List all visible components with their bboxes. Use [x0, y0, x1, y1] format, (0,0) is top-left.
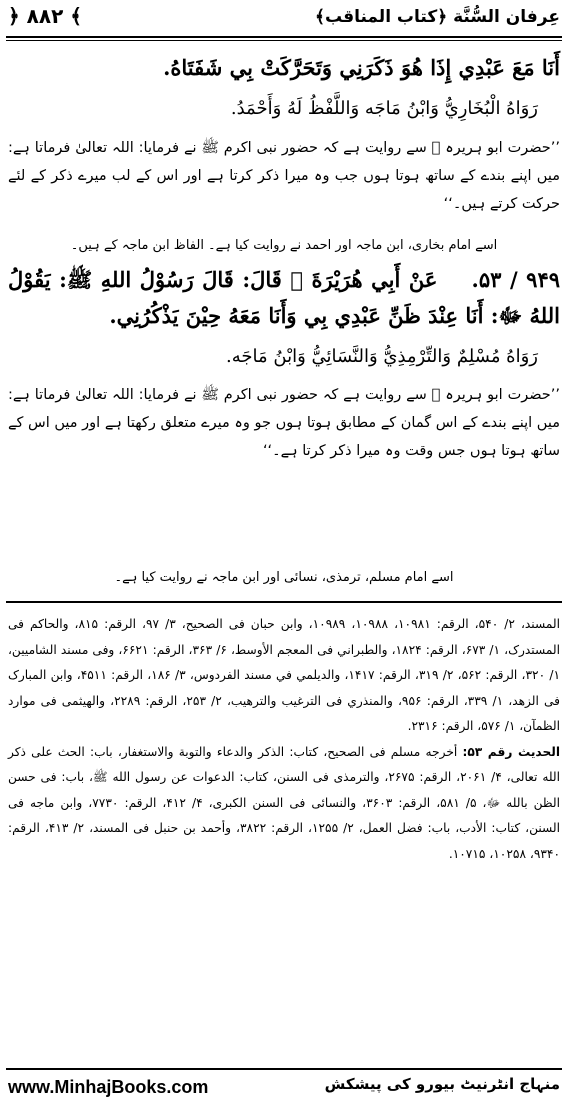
header-rule — [6, 36, 562, 38]
page-footer — [8, 1075, 560, 1101]
website-link[interactable]: www.MinhajBooks.com — [8, 1077, 209, 1097]
header-rule-thin — [6, 40, 562, 41]
hadith-949 — [8, 262, 560, 334]
hadith-number: ۹۴۹ / ۵۳. — [471, 267, 561, 292]
reference-paragraph: المسند، ۲/ ۵۴۰، الرقم: ۱۰۹۸۱، ۱۰۹۸۸، ۱۰۹۸۹، وابن حبان فی الصحیح، ۳/ ۹۷، الرقم: ۸۱۵، والحاکم فی المستدرک، ۱/ ۶۷۳، الرقم: ۱۸۲۴، والطبراني فی المعجم الأوسط، ۶/ ۳۶۳، الرقم: ۶۶۲۱، وفی مسند الشامیین، ۱/ ۳۲۰، الرقم: ۵۶۲، ۲/ ۳۱۹، الرقم: ۱۴۱۷، والدیلمي في مسند الفردوس، ۳/ ۱۸۶، الرقم: ۴۵۱۱، وابن المبارک فی الزهد، ۱/ ۳۳۹، الرقم: ۹۵۶، والمنذري فی الترغیب والترهیب، ۲/ ۲۵۳، الرقم: ۲۲۸۹، والهیثمی فی موارد الظمآن، ۱/ ۵۷۶، الرقم: ۲۳۱۶. — [8, 617, 561, 733]
urdu-translation: ’’حضرت ابو ہریرہ ﷛ سے روایت ہے کہ حضور نبی اکرم ﷺ نے فرمایا: اللہ تعالیٰ فرماتا ہے: میں اپنے بندے کے اس گمان کے مطابق ہوتا ہوں جو وہ میرے متعلق رکھتا ہے اور میں اس کے ساتھ ہوتا ہوں جس وقت وہ میرا ذکر کرتا ہے۔‘‘ — [8, 387, 560, 459]
references — [8, 612, 560, 867]
publisher-credit: منہاج انٹرنیٹ بیورو کی پیشکش — [324, 1075, 560, 1093]
page-header — [8, 4, 560, 34]
arabic-hadith-line: أَنَا مَعَ عَبْدِي إِذَا هُوَ ذَكَرَنِي وَتَحَرَّكَتْ بِي شَفَتَاهُ. — [163, 55, 560, 80]
urdu-narration: اسے امام بخاری، ابن ماجہ اور احمد نے روایت کیا ہے۔ الفاظ ابن ماجہ کے ہیں۔ — [70, 238, 498, 253]
reference-label: الحدیث رقم ۵۳: — [462, 744, 560, 759]
urdu-narration: اسے امام مسلم، ترمذی، نسائی اور ابن ماجہ نے روایت کیا ہے۔ — [114, 570, 454, 585]
urdu-translation: ’’حضرت ابو ہریرہ ﷛ سے روایت ہے کہ حضور نبی اکرم ﷺ نے فرمایا: اللہ تعالیٰ فرماتا ہے: میں اپنے بندے کے ساتھ ہوتا ہوں جب وہ میرا ذکر کرتا ہے اور اس کے لب میرے ذکر کے لئے حرکت کرتے ہیں۔‘‘ — [8, 140, 560, 212]
hadith-arabic-text: عَنْ أَبِي هُرَيْرَةَ ﷛ قَالَ: قَالَ رَسُوْلُ اللهِ ﷺ: يَقُوْلُ اللهُ ﷻ: أَنَا عِنْدَ ظَنِّ عَبْدِي بِي وَأَنَا مَعَهُ حِيْنَ يَذْكُرُنِي. — [8, 267, 560, 328]
reference-paragraph-2 — [8, 740, 560, 868]
reference-text: أخرجه مسلم فی الصحیح، کتاب: الذکر والدعاء والتوبة والاستغفار، باب: الحث علی ذکر الله تعالی، ۴/ ۲۰۶۱، الرقم: ۲۶۷۵، والترمذی فی السنن، کتاب: الدعوات عن رسول الله ﷺ، باب: فی حسن الظن بالله ﷻ، ۵/ ۵۸۱، الرقم: ۳۶۰۳، والنسائی فی السنن الکبری، ۴/ ۴۱۲، الرقم: ۷۷۳۰، وابن ماجه فی السنن، کتاب: الأدب، باب: فضل العمل، ۲/ ۱۲۵۵، الرقم: ۳۸۲۲، وأحمد بن حنبل فی المسند، ۲/ ۴۱۳، الرقم: ۹۳۴۰، ۱۰۲۵۸، ۱۰۷۱۵. — [8, 744, 561, 861]
arabic-narration: رَوَاهُ مُسْلِمٌ وَالتِّرْمِذِيُّ وَالنَّسَائِيُّ وَابْنُ مَاجَه. — [226, 346, 538, 367]
arabic-narration: رَوَاهُ الْبُخَارِيُّ وَابْنُ مَاجَه وَاللَّفْظُ لَهُ وَأَحْمَدُ. — [230, 98, 538, 119]
footer-rule — [6, 1068, 562, 1070]
page-number: ﴿ ۸۸۲ ﴾ — [8, 4, 82, 28]
footnote-divider — [6, 601, 562, 603]
running-title: عِرفان السُّنَّة ﴿کتاب المناقب﴾ — [315, 7, 560, 27]
